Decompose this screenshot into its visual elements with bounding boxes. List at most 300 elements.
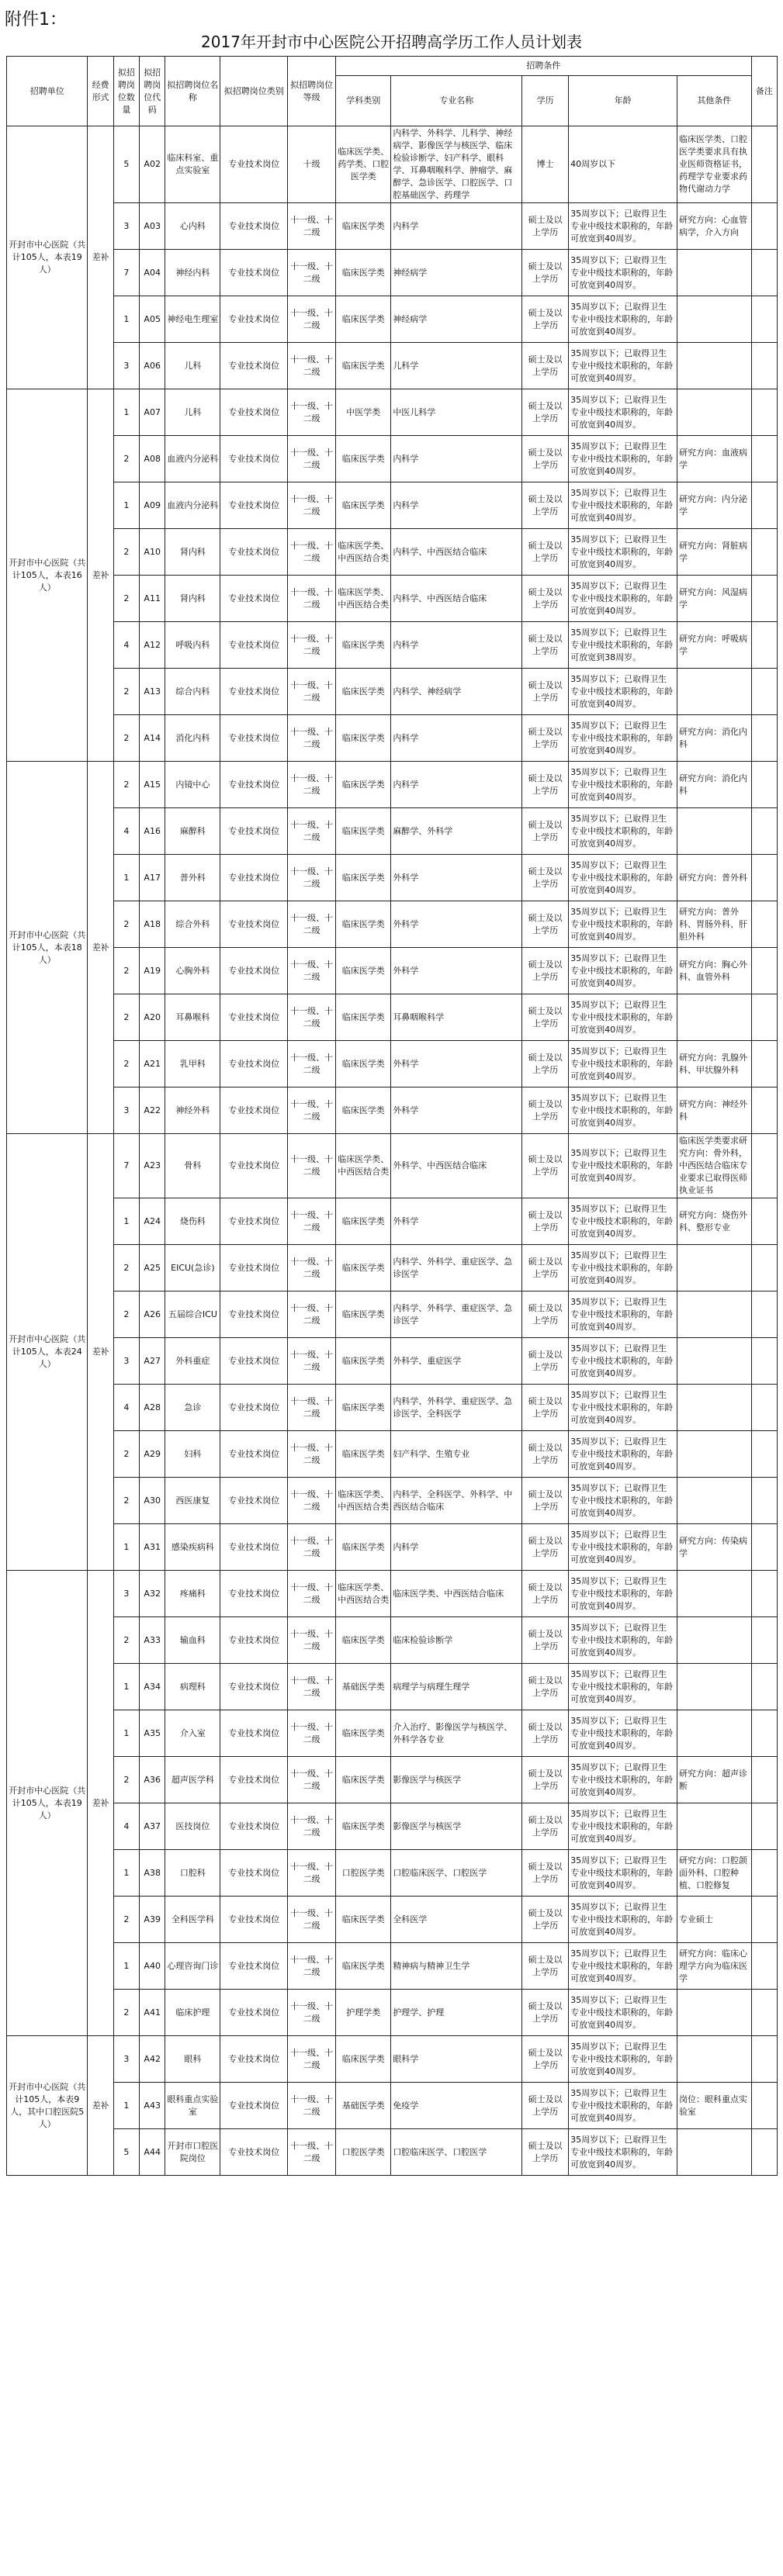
cell-category: 专业技术岗位 bbox=[220, 343, 288, 389]
cell-major: 内科学、外科学、重症医学、急诊医学 bbox=[391, 1291, 522, 1338]
cell-name: 临床科室、重点实验室 bbox=[165, 126, 220, 203]
cell-level: 十一级、十二级 bbox=[288, 296, 336, 343]
table-row bbox=[7, 1478, 778, 1524]
cell-major: 内科学、外科学、儿科学、神经病学、影像医学与核医学、临床检验诊断学、妇产科学、眼科学、耳鼻咽喉科学、肿瘤学、麻醉学、急诊医学、口腔医学、口腔基础医学、药理学 bbox=[391, 126, 522, 203]
cell-name: 肾内科 bbox=[165, 576, 220, 622]
cell-age: 35周岁以下；已取得卫生专业中级技术职称的，年龄可放宽到40周岁。 bbox=[569, 1087, 677, 1134]
table-row bbox=[7, 2083, 778, 2129]
cell-note bbox=[751, 2083, 777, 2129]
cell-count: 3 bbox=[113, 343, 139, 389]
cell-note bbox=[751, 1134, 777, 1198]
cell-subject: 临床医学类 bbox=[336, 1385, 391, 1431]
cell-code: A21 bbox=[140, 1041, 165, 1087]
cell-other: 研究方向：口腔颌面外科、口腔种植、口腔修复 bbox=[677, 1850, 752, 1897]
cell-note bbox=[751, 389, 777, 436]
cell-degree: 硕士及以上学历 bbox=[522, 1291, 569, 1338]
cell-count: 2 bbox=[113, 901, 139, 948]
cell-count: 3 bbox=[113, 2036, 139, 2083]
cell-degree: 硕士及以上学历 bbox=[522, 2083, 569, 2129]
cell-note bbox=[751, 1524, 777, 1571]
cell-category: 专业技术岗位 bbox=[220, 762, 288, 808]
cell-age: 35周岁以下；已取得卫生专业中级技术职称的，年龄可放宽到40周岁。 bbox=[569, 2036, 677, 2083]
cell-category: 专业技术岗位 bbox=[220, 126, 288, 203]
cell-degree: 硕士及以上学历 bbox=[522, 948, 569, 994]
cell-major: 影像医学与核医学 bbox=[391, 1803, 522, 1850]
cell-note bbox=[751, 669, 777, 715]
cell-code: A43 bbox=[140, 2083, 165, 2129]
cell-other: 研究方向：超声诊断 bbox=[677, 1757, 752, 1803]
cell-degree: 硕士及以上学历 bbox=[522, 1198, 569, 1245]
cell-count: 7 bbox=[113, 250, 139, 296]
cell-category: 专业技术岗位 bbox=[220, 529, 288, 576]
cell-level: 十一级、十二级 bbox=[288, 1198, 336, 1245]
cell-category: 专业技术岗位 bbox=[220, 389, 288, 436]
cell-age: 35周岁以下；已取得卫生专业中级技术职称的，年龄可放宽到40周岁。 bbox=[569, 901, 677, 948]
cell-level: 十一级、十二级 bbox=[288, 1041, 336, 1087]
cell-age: 40周岁以下 bbox=[569, 126, 677, 203]
cell-note bbox=[751, 948, 777, 994]
cell-degree: 硕士及以上学历 bbox=[522, 1041, 569, 1087]
cell-major: 内科学 bbox=[391, 203, 522, 250]
cell-degree: 硕士及以上学历 bbox=[522, 576, 569, 622]
cell-level: 十一级、十二级 bbox=[288, 994, 336, 1041]
cell-level: 十一级、十二级 bbox=[288, 389, 336, 436]
cell-subject: 临床医学类 bbox=[336, 1338, 391, 1385]
cell-category: 专业技术岗位 bbox=[220, 1757, 288, 1803]
cell-note bbox=[751, 855, 777, 901]
cell-code: A12 bbox=[140, 622, 165, 669]
cell-other: 研究方向：心血管病学，介入方向 bbox=[677, 203, 752, 250]
cell-note bbox=[751, 1338, 777, 1385]
cell-degree: 博士 bbox=[522, 126, 569, 203]
cell-note bbox=[751, 1041, 777, 1087]
cell-major: 外科学 bbox=[391, 901, 522, 948]
cell-major: 内科学、全科医学、外科学、中西医结合临床 bbox=[391, 1478, 522, 1524]
cell-name: 麻醉科 bbox=[165, 808, 220, 855]
table-row bbox=[7, 1385, 778, 1431]
cell-other bbox=[677, 1710, 752, 1757]
cell-subject: 临床医学类 bbox=[336, 436, 391, 482]
cell-subject: 临床医学类 bbox=[336, 855, 391, 901]
cell-major: 麻醉学、外科学 bbox=[391, 808, 522, 855]
cell-major: 神经病学 bbox=[391, 296, 522, 343]
cell-subject: 中医学类 bbox=[336, 389, 391, 436]
cell-category: 专业技术岗位 bbox=[220, 2036, 288, 2083]
cell-note bbox=[751, 622, 777, 669]
cell-category: 专业技术岗位 bbox=[220, 1291, 288, 1338]
cell-note bbox=[751, 1664, 777, 1710]
cell-name: 血液内分泌科 bbox=[165, 436, 220, 482]
cell-unit: 开封市中心医院（共计105人，本表9人，其中口腔医院5人） bbox=[7, 2036, 88, 2176]
cell-age: 35周岁以下；已取得卫生专业中级技术职称的，年龄可放宽到40周岁。 bbox=[569, 1757, 677, 1803]
cell-category: 专业技术岗位 bbox=[220, 2083, 288, 2129]
cell-subject: 临床医学类 bbox=[336, 1524, 391, 1571]
cell-note bbox=[751, 529, 777, 576]
cell-code: A41 bbox=[140, 1990, 165, 2036]
cell-major: 内科学 bbox=[391, 436, 522, 482]
page-title: 2017年开封市中心医院公开招聘高学历工作人员计划表 bbox=[201, 33, 582, 51]
cell-code: A13 bbox=[140, 669, 165, 715]
header-degree: 学历 bbox=[522, 76, 569, 126]
cell-age: 35周岁以下；已取得卫生专业中级技术职称的，年龄可放宽到40周岁。 bbox=[569, 250, 677, 296]
cell-level: 十一级、十二级 bbox=[288, 1478, 336, 1524]
cell-note bbox=[751, 1803, 777, 1850]
cell-degree: 硕士及以上学历 bbox=[522, 203, 569, 250]
cell-count: 1 bbox=[113, 1710, 139, 1757]
cell-age: 35周岁以下；已取得卫生专业中级技术职称的，年龄可放宽到40周岁。 bbox=[569, 948, 677, 994]
cell-count: 1 bbox=[113, 1198, 139, 1245]
cell-funding: 差补 bbox=[88, 389, 113, 762]
cell-name: 输血科 bbox=[165, 1617, 220, 1664]
cell-subject: 口腔医学类 bbox=[336, 2129, 391, 2176]
cell-age: 35周岁以下；已取得卫生专业中级技术职称的，年龄可放宽到40周岁。 bbox=[569, 2129, 677, 2176]
cell-level: 十一级、十二级 bbox=[288, 2036, 336, 2083]
cell-code: A05 bbox=[140, 296, 165, 343]
cell-age: 35周岁以下；已取得卫生专业中级技术职称的，年龄可放宽到40周岁。 bbox=[569, 1431, 677, 1478]
table-row bbox=[7, 948, 778, 994]
cell-code: A22 bbox=[140, 1087, 165, 1134]
cell-level: 十一级、十二级 bbox=[288, 715, 336, 762]
header-category: 拟招聘岗位类别 bbox=[220, 57, 288, 126]
cell-other: 研究方向：消化内科 bbox=[677, 715, 752, 762]
cell-level: 十一级、十二级 bbox=[288, 1990, 336, 2036]
cell-note bbox=[751, 1087, 777, 1134]
cell-name: 肾内科 bbox=[165, 529, 220, 576]
cell-code: A04 bbox=[140, 250, 165, 296]
cell-major: 外科学 bbox=[391, 855, 522, 901]
cell-level: 十一级、十二级 bbox=[288, 948, 336, 994]
cell-age: 35周岁以下；已取得卫生专业中级技术职称的，年龄可放宽到40周岁。 bbox=[569, 1198, 677, 1245]
cell-degree: 硕士及以上学历 bbox=[522, 1757, 569, 1803]
cell-name: 急诊 bbox=[165, 1385, 220, 1431]
table-row bbox=[7, 1943, 778, 1990]
cell-degree: 硕士及以上学历 bbox=[522, 855, 569, 901]
cell-level: 十一级、十二级 bbox=[288, 1617, 336, 1664]
cell-code: A02 bbox=[140, 126, 165, 203]
table-row bbox=[7, 1757, 778, 1803]
table-body bbox=[7, 126, 778, 2176]
cell-subject: 护理学类 bbox=[336, 1990, 391, 2036]
cell-subject: 临床医学类 bbox=[336, 715, 391, 762]
cell-age: 35周岁以下；已取得卫生专业中级技术职称的，年龄可放宽到40周岁。 bbox=[569, 576, 677, 622]
cell-note bbox=[751, 1385, 777, 1431]
cell-degree: 硕士及以上学历 bbox=[522, 1087, 569, 1134]
cell-level: 十一级、十二级 bbox=[288, 1385, 336, 1431]
cell-code: A44 bbox=[140, 2129, 165, 2176]
cell-code: A20 bbox=[140, 994, 165, 1041]
cell-category: 专业技术岗位 bbox=[220, 901, 288, 948]
cell-note bbox=[751, 482, 777, 529]
cell-degree: 硕士及以上学历 bbox=[522, 1710, 569, 1757]
cell-other bbox=[677, 250, 752, 296]
cell-age: 35周岁以下；已取得卫生专业中级技术职称的，年龄可放宽到40周岁。 bbox=[569, 1338, 677, 1385]
cell-subject: 临床医学类 bbox=[336, 1198, 391, 1245]
cell-count: 3 bbox=[113, 1338, 139, 1385]
table-row bbox=[7, 855, 778, 901]
cell-category: 专业技术岗位 bbox=[220, 1431, 288, 1478]
cell-major: 内科学、外科学、重症医学、急诊医学、全科医学 bbox=[391, 1385, 522, 1431]
cell-other bbox=[677, 1990, 752, 2036]
cell-subject: 基础医学类 bbox=[336, 1664, 391, 1710]
cell-major: 精神病与精神卫生学 bbox=[391, 1943, 522, 1990]
table-row bbox=[7, 808, 778, 855]
cell-count: 5 bbox=[113, 126, 139, 203]
cell-note bbox=[751, 1943, 777, 1990]
cell-degree: 硕士及以上学历 bbox=[522, 715, 569, 762]
cell-age: 35周岁以下；已取得卫生专业中级技术职称的，年龄可放宽到40周岁。 bbox=[569, 1478, 677, 1524]
cell-name: 乳甲科 bbox=[165, 1041, 220, 1087]
cell-level: 十一级、十二级 bbox=[288, 482, 336, 529]
cell-major: 口腔临床医学、口腔医学 bbox=[391, 2129, 522, 2176]
cell-count: 2 bbox=[113, 436, 139, 482]
cell-subject: 临床医学类 bbox=[336, 669, 391, 715]
table-row bbox=[7, 250, 778, 296]
cell-code: A06 bbox=[140, 343, 165, 389]
cell-age: 35周岁以下；已取得卫生专业中级技术职称的，年龄可放宽到40周岁。 bbox=[569, 203, 677, 250]
cell-code: A10 bbox=[140, 529, 165, 576]
cell-subject: 临床医学类 bbox=[336, 1803, 391, 1850]
cell-subject: 临床医学类 bbox=[336, 1291, 391, 1338]
cell-note bbox=[751, 808, 777, 855]
cell-major: 中医儿科学 bbox=[391, 389, 522, 436]
cell-degree: 硕士及以上学历 bbox=[522, 1571, 569, 1617]
cell-other bbox=[677, 1664, 752, 1710]
cell-degree: 硕士及以上学历 bbox=[522, 1245, 569, 1291]
cell-level: 十一级、十二级 bbox=[288, 1087, 336, 1134]
cell-major: 外科学、重症医学 bbox=[391, 1338, 522, 1385]
cell-subject: 临床医学类、中西医结合类 bbox=[336, 1134, 391, 1198]
cell-age: 35周岁以下；已取得卫生专业中级技术职称的，年龄可放宽到40周岁。 bbox=[569, 1990, 677, 2036]
cell-count: 2 bbox=[113, 1478, 139, 1524]
cell-degree: 硕士及以上学历 bbox=[522, 1524, 569, 1571]
table-row bbox=[7, 1291, 778, 1338]
cell-age: 35周岁以下；已取得卫生专业中级技术职称的，年龄可放宽到40周岁。 bbox=[569, 1291, 677, 1338]
table-row bbox=[7, 436, 778, 482]
cell-note bbox=[751, 1850, 777, 1897]
cell-count: 2 bbox=[113, 1245, 139, 1291]
cell-age: 35周岁以下；已取得卫生专业中级技术职称的，年龄可放宽到40周岁。 bbox=[569, 1664, 677, 1710]
cell-unit: 开封市中心医院（共计105人，本表19人） bbox=[7, 126, 88, 389]
cell-level: 十一级、十二级 bbox=[288, 762, 336, 808]
table-row bbox=[7, 1850, 778, 1897]
cell-category: 专业技术岗位 bbox=[220, 1245, 288, 1291]
cell-name: 心胸外科 bbox=[165, 948, 220, 994]
cell-subject: 临床医学类、中西医结合类 bbox=[336, 576, 391, 622]
cell-level: 十一级、十二级 bbox=[288, 901, 336, 948]
cell-subject: 临床医学类、中西医结合类 bbox=[336, 1571, 391, 1617]
cell-name: 综合内科 bbox=[165, 669, 220, 715]
cell-code: A38 bbox=[140, 1850, 165, 1897]
cell-level: 十一级、十二级 bbox=[288, 1664, 336, 1710]
cell-category: 专业技术岗位 bbox=[220, 994, 288, 1041]
cell-name: 儿科 bbox=[165, 389, 220, 436]
cell-category: 专业技术岗位 bbox=[220, 669, 288, 715]
cell-other bbox=[677, 296, 752, 343]
header-count: 拟招聘岗位数量 bbox=[113, 57, 139, 126]
cell-code: A42 bbox=[140, 2036, 165, 2083]
cell-category: 专业技术岗位 bbox=[220, 250, 288, 296]
table-row bbox=[7, 1897, 778, 1943]
cell-count: 1 bbox=[113, 1664, 139, 1710]
cell-code: A37 bbox=[140, 1803, 165, 1850]
cell-subject: 临床医学类 bbox=[336, 901, 391, 948]
cell-funding: 差补 bbox=[88, 1571, 113, 2036]
cell-degree: 硕士及以上学历 bbox=[522, 1943, 569, 1990]
cell-major: 神经病学 bbox=[391, 250, 522, 296]
table-row bbox=[7, 715, 778, 762]
cell-subject: 临床医学类 bbox=[336, 1897, 391, 1943]
cell-level: 十一级、十二级 bbox=[288, 436, 336, 482]
header-level: 拟招聘岗位等级 bbox=[288, 57, 336, 126]
cell-name: 眼科 bbox=[165, 2036, 220, 2083]
cell-name: 耳鼻喉科 bbox=[165, 994, 220, 1041]
table-row bbox=[7, 1617, 778, 1664]
cell-major: 外科学 bbox=[391, 1041, 522, 1087]
cell-count: 2 bbox=[113, 948, 139, 994]
cell-other: 研究方向：肾脏病学 bbox=[677, 529, 752, 576]
cell-level: 十一级、十二级 bbox=[288, 855, 336, 901]
cell-count: 4 bbox=[113, 622, 139, 669]
cell-count: 1 bbox=[113, 1943, 139, 1990]
cell-age: 35周岁以下；已取得卫生专业中级技术职称的，年龄可放宽到40周岁。 bbox=[569, 1041, 677, 1087]
cell-age: 35周岁以下；已取得卫生专业中级技术职称的，年龄可放宽到40周岁。 bbox=[569, 762, 677, 808]
cell-major: 病理学与病理生理学 bbox=[391, 1664, 522, 1710]
cell-other bbox=[677, 1803, 752, 1850]
cell-note bbox=[751, 2036, 777, 2083]
cell-note bbox=[751, 296, 777, 343]
cell-major: 口腔临床医学、口腔医学 bbox=[391, 1850, 522, 1897]
cell-note bbox=[751, 901, 777, 948]
cell-unit: 开封市中心医院（共计105人，本表19人） bbox=[7, 1571, 88, 2036]
cell-degree: 硕士及以上学历 bbox=[522, 901, 569, 948]
cell-funding: 差补 bbox=[88, 126, 113, 389]
cell-name: 全科医学科 bbox=[165, 1897, 220, 1943]
cell-category: 专业技术岗位 bbox=[220, 1943, 288, 1990]
cell-level: 十级 bbox=[288, 126, 336, 203]
cell-code: A34 bbox=[140, 1664, 165, 1710]
cell-degree: 硕士及以上学历 bbox=[522, 1478, 569, 1524]
cell-unit: 开封市中心医院（共计105人，本表18人） bbox=[7, 762, 88, 1134]
cell-note bbox=[751, 1245, 777, 1291]
cell-degree: 硕士及以上学历 bbox=[522, 343, 569, 389]
cell-category: 专业技术岗位 bbox=[220, 1850, 288, 1897]
cell-subject: 临床医学类 bbox=[336, 2036, 391, 2083]
cell-note bbox=[751, 2129, 777, 2176]
cell-note bbox=[751, 250, 777, 296]
cell-major: 耳鼻咽喉科学 bbox=[391, 994, 522, 1041]
cell-code: A08 bbox=[140, 436, 165, 482]
cell-count: 4 bbox=[113, 1803, 139, 1850]
cell-count: 4 bbox=[113, 808, 139, 855]
cell-note bbox=[751, 1990, 777, 2036]
cell-subject: 临床医学类 bbox=[336, 1245, 391, 1291]
cell-level: 十一级、十二级 bbox=[288, 1803, 336, 1850]
cell-code: A30 bbox=[140, 1478, 165, 1524]
cell-other: 研究方向：胸心外科、血管外科 bbox=[677, 948, 752, 994]
cell-other: 研究方向：呼吸病学 bbox=[677, 622, 752, 669]
table-row bbox=[7, 2036, 778, 2083]
cell-note bbox=[751, 762, 777, 808]
cell-name: 外科重症 bbox=[165, 1338, 220, 1385]
cell-degree: 硕士及以上学历 bbox=[522, 1338, 569, 1385]
cell-note bbox=[751, 1478, 777, 1524]
cell-major: 外科学 bbox=[391, 1198, 522, 1245]
cell-code: A16 bbox=[140, 808, 165, 855]
table-row bbox=[7, 622, 778, 669]
cell-other: 研究方向：临床心理学方向为临床医学 bbox=[677, 1943, 752, 1990]
table-row bbox=[7, 1198, 778, 1245]
cell-count: 2 bbox=[113, 669, 139, 715]
cell-level: 十一级、十二级 bbox=[288, 1571, 336, 1617]
cell-major: 外科学 bbox=[391, 948, 522, 994]
header-major: 专业名称 bbox=[391, 76, 522, 126]
cell-count: 5 bbox=[113, 2129, 139, 2176]
cell-other bbox=[677, 1385, 752, 1431]
cell-major: 临床检验诊断学 bbox=[391, 1617, 522, 1664]
cell-unit: 开封市中心医院（共计105人，本表16人） bbox=[7, 389, 88, 762]
cell-note bbox=[751, 576, 777, 622]
cell-category: 专业技术岗位 bbox=[220, 715, 288, 762]
cell-other bbox=[677, 343, 752, 389]
cell-major: 内科学 bbox=[391, 762, 522, 808]
cell-name: 口腔科 bbox=[165, 1850, 220, 1897]
cell-subject: 临床医学类 bbox=[336, 1943, 391, 1990]
cell-count: 2 bbox=[113, 576, 139, 622]
cell-name: 综合外科 bbox=[165, 901, 220, 948]
cell-subject: 临床医学类 bbox=[336, 1041, 391, 1087]
cell-note bbox=[751, 1757, 777, 1803]
cell-category: 专业技术岗位 bbox=[220, 1087, 288, 1134]
cell-level: 十一级、十二级 bbox=[288, 1524, 336, 1571]
cell-code: A19 bbox=[140, 948, 165, 994]
table-row bbox=[7, 1338, 778, 1385]
cell-age: 35周岁以下；已取得卫生专业中级技术职称的，年龄可放宽到40周岁。 bbox=[569, 389, 677, 436]
cell-code: A17 bbox=[140, 855, 165, 901]
cell-subject: 口腔医学类 bbox=[336, 1850, 391, 1897]
table-row bbox=[7, 343, 778, 389]
cell-category: 专业技术岗位 bbox=[220, 1571, 288, 1617]
cell-degree: 硕士及以上学历 bbox=[522, 436, 569, 482]
table-row bbox=[7, 1245, 778, 1291]
cell-count: 2 bbox=[113, 762, 139, 808]
cell-name: 病理科 bbox=[165, 1664, 220, 1710]
cell-other bbox=[677, 808, 752, 855]
cell-age: 35周岁以下；已取得卫生专业中级技术职称的，年龄可放宽到40周岁。 bbox=[569, 669, 677, 715]
attachment-label: 附件1： bbox=[5, 10, 67, 29]
cell-major: 内科学 bbox=[391, 715, 522, 762]
cell-level: 十一级、十二级 bbox=[288, 250, 336, 296]
cell-age: 35周岁以下；已取得卫生专业中级技术职称的，年龄可放宽到40周岁。 bbox=[569, 1943, 677, 1990]
cell-note bbox=[751, 994, 777, 1041]
cell-code: A03 bbox=[140, 203, 165, 250]
cell-name: 眼科重点实验室 bbox=[165, 2083, 220, 2129]
cell-count: 2 bbox=[113, 1617, 139, 1664]
cell-count: 1 bbox=[113, 296, 139, 343]
cell-age: 35周岁以下；已取得卫生专业中级技术职称的，年龄可放宽到40周岁。 bbox=[569, 343, 677, 389]
cell-code: A07 bbox=[140, 389, 165, 436]
cell-age: 35周岁以下；已取得卫生专业中级技术职称的，年龄可放宽到40周岁。 bbox=[569, 1710, 677, 1757]
table-row bbox=[7, 203, 778, 250]
cell-code: A14 bbox=[140, 715, 165, 762]
cell-other: 研究方向：传染病学 bbox=[677, 1524, 752, 1571]
cell-subject: 临床医学类 bbox=[336, 1757, 391, 1803]
cell-category: 专业技术岗位 bbox=[220, 1478, 288, 1524]
cell-name: 普外科 bbox=[165, 855, 220, 901]
cell-age: 35周岁以下；已取得卫生专业中级技术职称的，年龄可放宽到40周岁。 bbox=[569, 1850, 677, 1897]
cell-category: 专业技术岗位 bbox=[220, 1803, 288, 1850]
table-row bbox=[7, 1041, 778, 1087]
cell-major: 外科学 bbox=[391, 1087, 522, 1134]
